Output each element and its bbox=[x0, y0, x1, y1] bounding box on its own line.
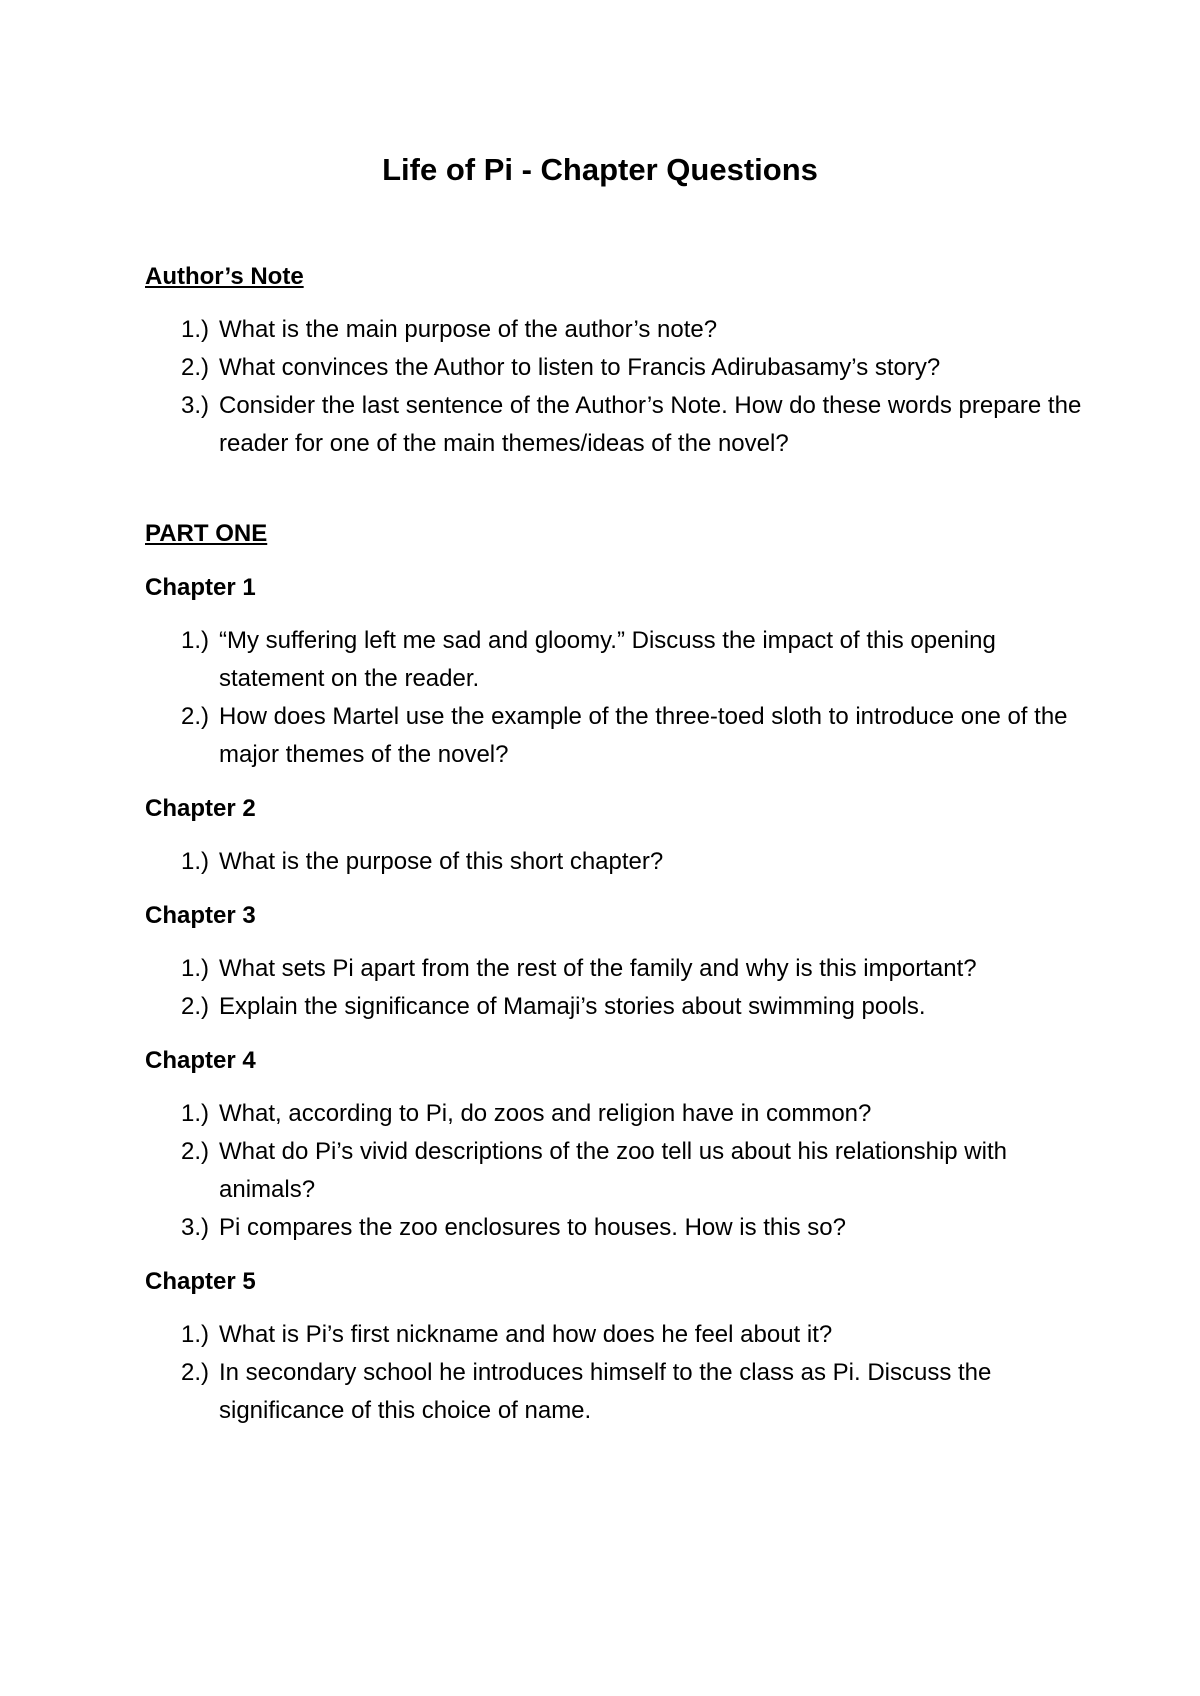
question-item bbox=[145, 1316, 1085, 1354]
question-item bbox=[145, 950, 1085, 988]
question-text: Consider the last sentence of the Author’s Note. How do these words prepare the reader for one of the main themes/ideas of the novel? bbox=[219, 392, 1082, 457]
chapter-1-heading: Chapter 1 bbox=[145, 574, 256, 601]
question-number: 2.) bbox=[181, 993, 210, 1020]
question-item bbox=[145, 698, 1085, 774]
chapter-5-questions bbox=[145, 1316, 1085, 1430]
document-body bbox=[145, 258, 1085, 1430]
question-text: What do Pi’s vivid descriptions of the zoo tell us about his relationship with animals? bbox=[219, 1138, 1007, 1203]
question-number: 1.) bbox=[181, 955, 210, 982]
question-text: Pi compares the zoo enclosures to houses. How is this so? bbox=[219, 1214, 846, 1241]
question-number: 1.) bbox=[181, 848, 210, 875]
question-item bbox=[145, 1133, 1085, 1209]
question-item bbox=[145, 843, 1085, 881]
question-item bbox=[145, 622, 1085, 698]
question-text: What convinces the Author to listen to Francis Adirubasamy’s story? bbox=[219, 354, 941, 381]
part-one-heading: PART ONE bbox=[145, 520, 268, 547]
question-number: 1.) bbox=[181, 1321, 210, 1348]
question-number: 1.) bbox=[181, 1100, 210, 1127]
question-item bbox=[145, 349, 1085, 387]
authors-note-questions bbox=[145, 311, 1085, 463]
question-text: What, according to Pi, do zoos and religion have in common? bbox=[219, 1100, 872, 1127]
chapter-3-questions bbox=[145, 950, 1085, 1026]
question-text: What is the purpose of this short chapter? bbox=[219, 848, 664, 875]
question-number: 2.) bbox=[181, 703, 210, 730]
question-item bbox=[145, 387, 1085, 463]
question-number: 3.) bbox=[181, 1214, 210, 1241]
chapter-4-questions bbox=[145, 1095, 1085, 1247]
chapter-4-heading: Chapter 4 bbox=[145, 1047, 256, 1074]
question-item bbox=[145, 988, 1085, 1026]
question-text: In secondary school he introduces himself to the class as Pi. Discuss the significance of this choice of name. bbox=[219, 1359, 992, 1424]
question-number: 2.) bbox=[181, 354, 210, 381]
question-item bbox=[145, 1095, 1085, 1133]
chapter-3-heading: Chapter 3 bbox=[145, 902, 256, 929]
question-item bbox=[145, 1209, 1085, 1247]
chapter-5-heading: Chapter 5 bbox=[145, 1268, 256, 1295]
question-text: “My suffering left me sad and gloomy.” Discuss the impact of this opening statement on the reader. bbox=[219, 627, 996, 692]
question-text: Explain the significance of Mamaji’s stories about swimming pools. bbox=[219, 993, 926, 1020]
chapter-1-questions bbox=[145, 622, 1085, 774]
chapter-2-questions bbox=[145, 843, 1085, 881]
question-number: 1.) bbox=[181, 316, 210, 343]
document-title: Life of Pi - Chapter Questions bbox=[382, 152, 818, 187]
question-item bbox=[145, 311, 1085, 349]
question-item bbox=[145, 1354, 1085, 1430]
question-text: What is the main purpose of the author’s note? bbox=[219, 316, 718, 343]
question-text: What is Pi’s first nickname and how does he feel about it? bbox=[219, 1321, 833, 1348]
question-text: How does Martel use the example of the three-toed sloth to introduce one of the major themes of the novel? bbox=[219, 703, 1068, 768]
question-number: 2.) bbox=[181, 1138, 210, 1165]
question-number: 3.) bbox=[181, 392, 210, 419]
chapter-2-heading: Chapter 2 bbox=[145, 795, 256, 822]
question-number: 1.) bbox=[181, 627, 210, 654]
question-text: What sets Pi apart from the rest of the family and why is this important? bbox=[219, 955, 977, 982]
question-number: 2.) bbox=[181, 1359, 210, 1386]
authors-note-heading: Author’s Note bbox=[145, 263, 304, 290]
